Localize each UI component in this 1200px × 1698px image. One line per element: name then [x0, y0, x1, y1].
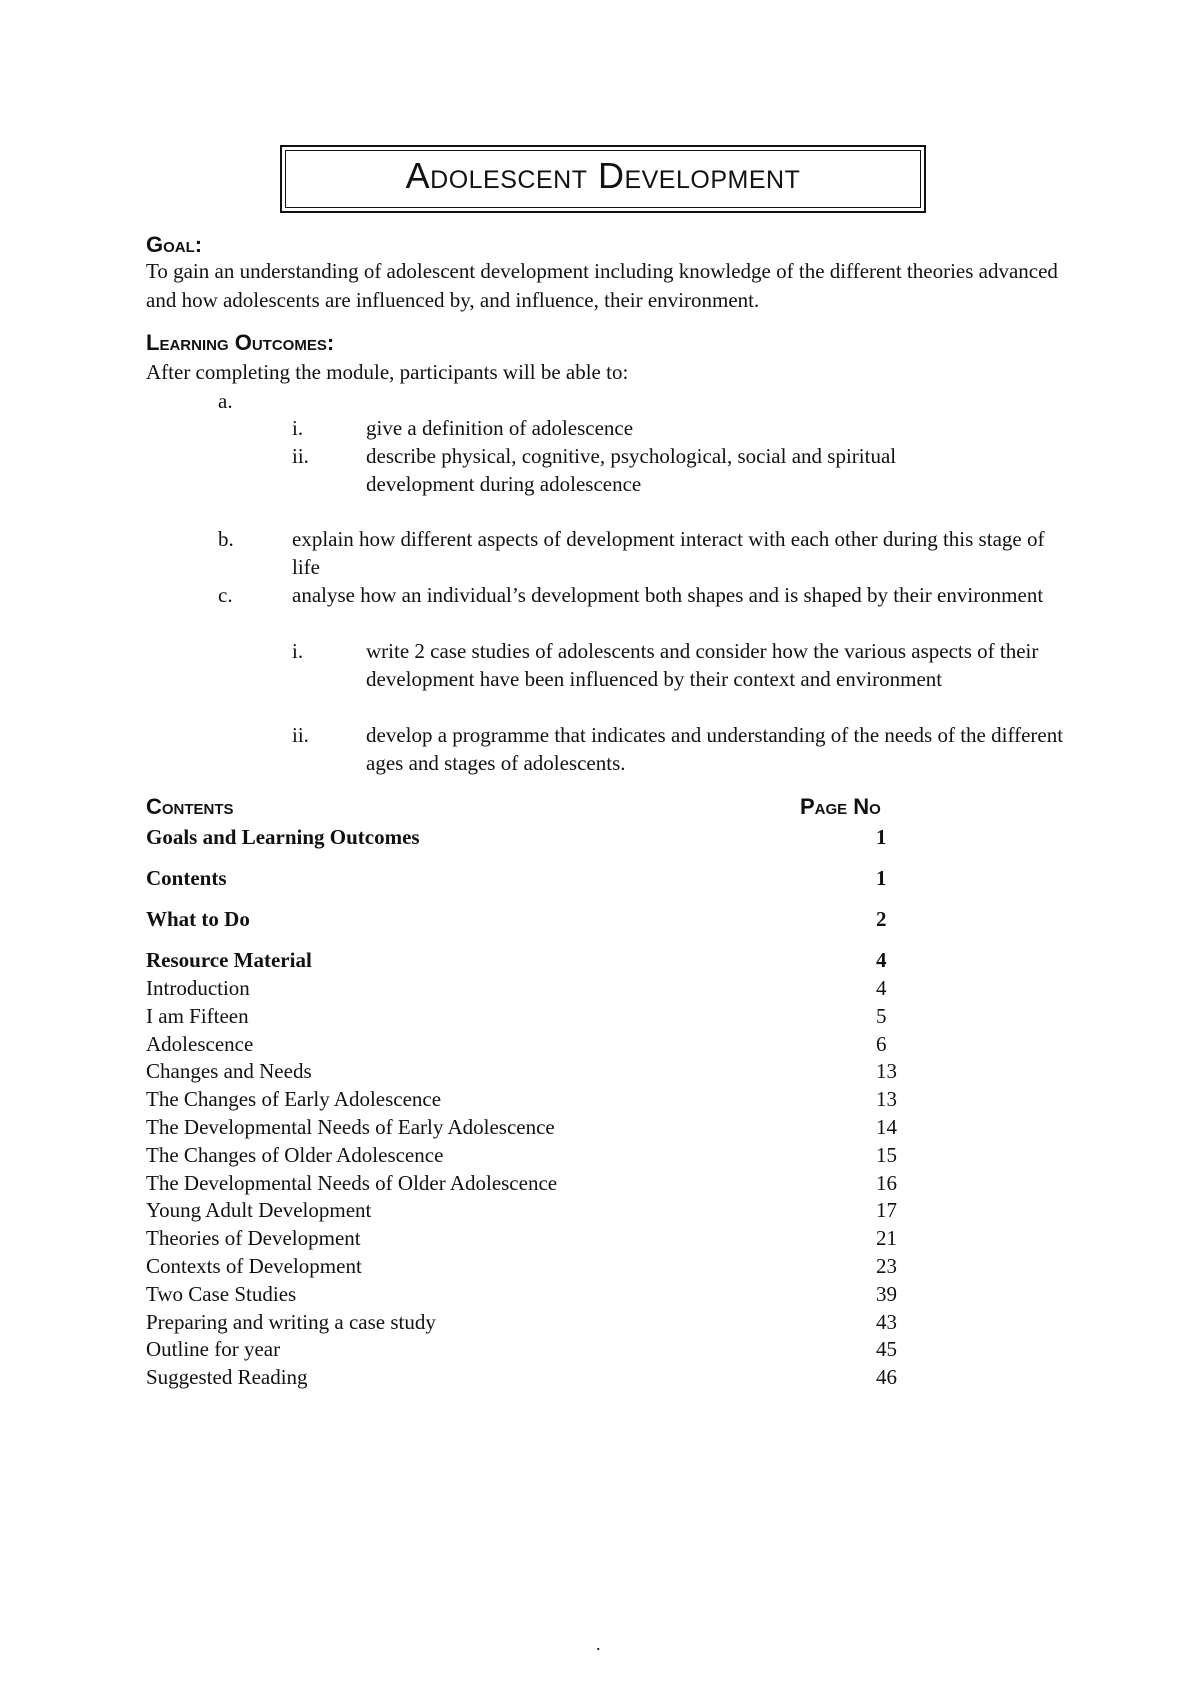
toc-entry-page: 1	[876, 866, 887, 890]
outcome-c-i: write 2 case studies of adolescents and consider how the various aspects of their development have been influenced by their context and environment	[366, 639, 1039, 691]
outcome-a-ii-label: ii.	[292, 444, 309, 468]
toc-entry-title: Resource Material	[146, 948, 312, 972]
page-no-heading: Page No	[800, 794, 881, 819]
toc-entry-title: Suggested Reading	[146, 1365, 308, 1389]
toc-entry-title: Adolescence	[146, 1032, 254, 1056]
toc-entry-title: I am Fifteen	[146, 1004, 249, 1028]
toc-entry-page: 46	[876, 1365, 897, 1389]
outcomes-heading: Learning Outcomes:	[146, 330, 335, 355]
outcome-c-ii: develop a programme that indicates and understanding of the needs of the different ages and stages of adolescents.	[366, 723, 1064, 775]
toc-entry-title: The Changes of Early Adolescence	[146, 1087, 442, 1111]
outcomes-intro: After completing the module, participants will be able to:	[146, 360, 629, 384]
toc-entry-page: 14	[876, 1115, 897, 1139]
outcome-c-i-label: i.	[292, 639, 304, 663]
toc-entry-page: 16	[876, 1171, 897, 1195]
outcome-c-label: c.	[218, 583, 233, 607]
document-title: Adolescent Development	[405, 155, 801, 196]
goal-text: To gain an understanding of adolescent development including knowledge of the different theories advanced and how adolescents are influenced by, and influence, their environment.	[146, 259, 1058, 312]
toc-entry-title: The Developmental Needs of Older Adolescence	[146, 1171, 558, 1195]
toc-entry-title: Outline for year	[146, 1337, 281, 1361]
outcome-a-label: a.	[218, 389, 233, 413]
footer-mark: .	[596, 1634, 601, 1654]
toc-entry-page: 1	[876, 825, 887, 849]
outcome-a-ii: describe physical, cognitive, psychological, social and spiritual development during adolescence	[366, 444, 897, 496]
toc-entry-page: 45	[876, 1337, 897, 1361]
outcome-b: explain how different aspects of development interact with each other during this stage of life	[292, 527, 1045, 579]
toc-entry-title: Young Adult Development	[146, 1198, 372, 1222]
toc-entry-title: The Developmental Needs of Early Adolescence	[146, 1115, 555, 1139]
toc-entry-page: 43	[876, 1310, 897, 1334]
outcome-a-i: give a definition of adolescence	[366, 416, 634, 440]
toc-entry-page: 13	[876, 1087, 897, 1111]
toc-entry-page: 4	[876, 976, 887, 1000]
outcome-c: analyse how an individual’s development both shapes and is shaped by their environment	[292, 583, 1044, 607]
toc-entry-title: Theories of Development	[146, 1226, 361, 1250]
toc-entry-page: 5	[876, 1004, 887, 1028]
outcome-a-i-label: i.	[292, 416, 304, 440]
outcome-b-label: b.	[218, 527, 234, 551]
toc-entry-title: Goals and Learning Outcomes	[146, 825, 420, 849]
contents-heading: Contents	[146, 794, 234, 819]
toc-entry-page: 13	[876, 1059, 897, 1083]
toc-entry-page: 23	[876, 1254, 897, 1278]
toc-entry-title: What to Do	[146, 907, 250, 931]
toc-entry-title: Contents	[146, 866, 227, 890]
toc-entry-page: 21	[876, 1226, 897, 1250]
toc-entry-page: 6	[876, 1032, 887, 1056]
toc-entry-page: 17	[876, 1198, 897, 1222]
toc-entry-page: 4	[876, 948, 887, 972]
toc-entry-page: 39	[876, 1282, 897, 1306]
outcome-c-ii-label: ii.	[292, 723, 309, 747]
goal-heading: Goal:	[146, 232, 203, 257]
toc-entry-page: 15	[876, 1143, 897, 1167]
toc-entry-title: Introduction	[146, 976, 250, 1000]
toc-entry-title: Contexts of Development	[146, 1254, 362, 1278]
toc-entry-page: 2	[876, 907, 887, 931]
toc-entry-title: The Changes of Older Adolescence	[146, 1143, 444, 1167]
title-box	[280, 145, 926, 213]
toc-entry-title: Changes and Needs	[146, 1059, 312, 1083]
toc-entry-title: Two Case Studies	[146, 1282, 297, 1306]
toc-entry-title: Preparing and writing a case study	[146, 1310, 436, 1334]
